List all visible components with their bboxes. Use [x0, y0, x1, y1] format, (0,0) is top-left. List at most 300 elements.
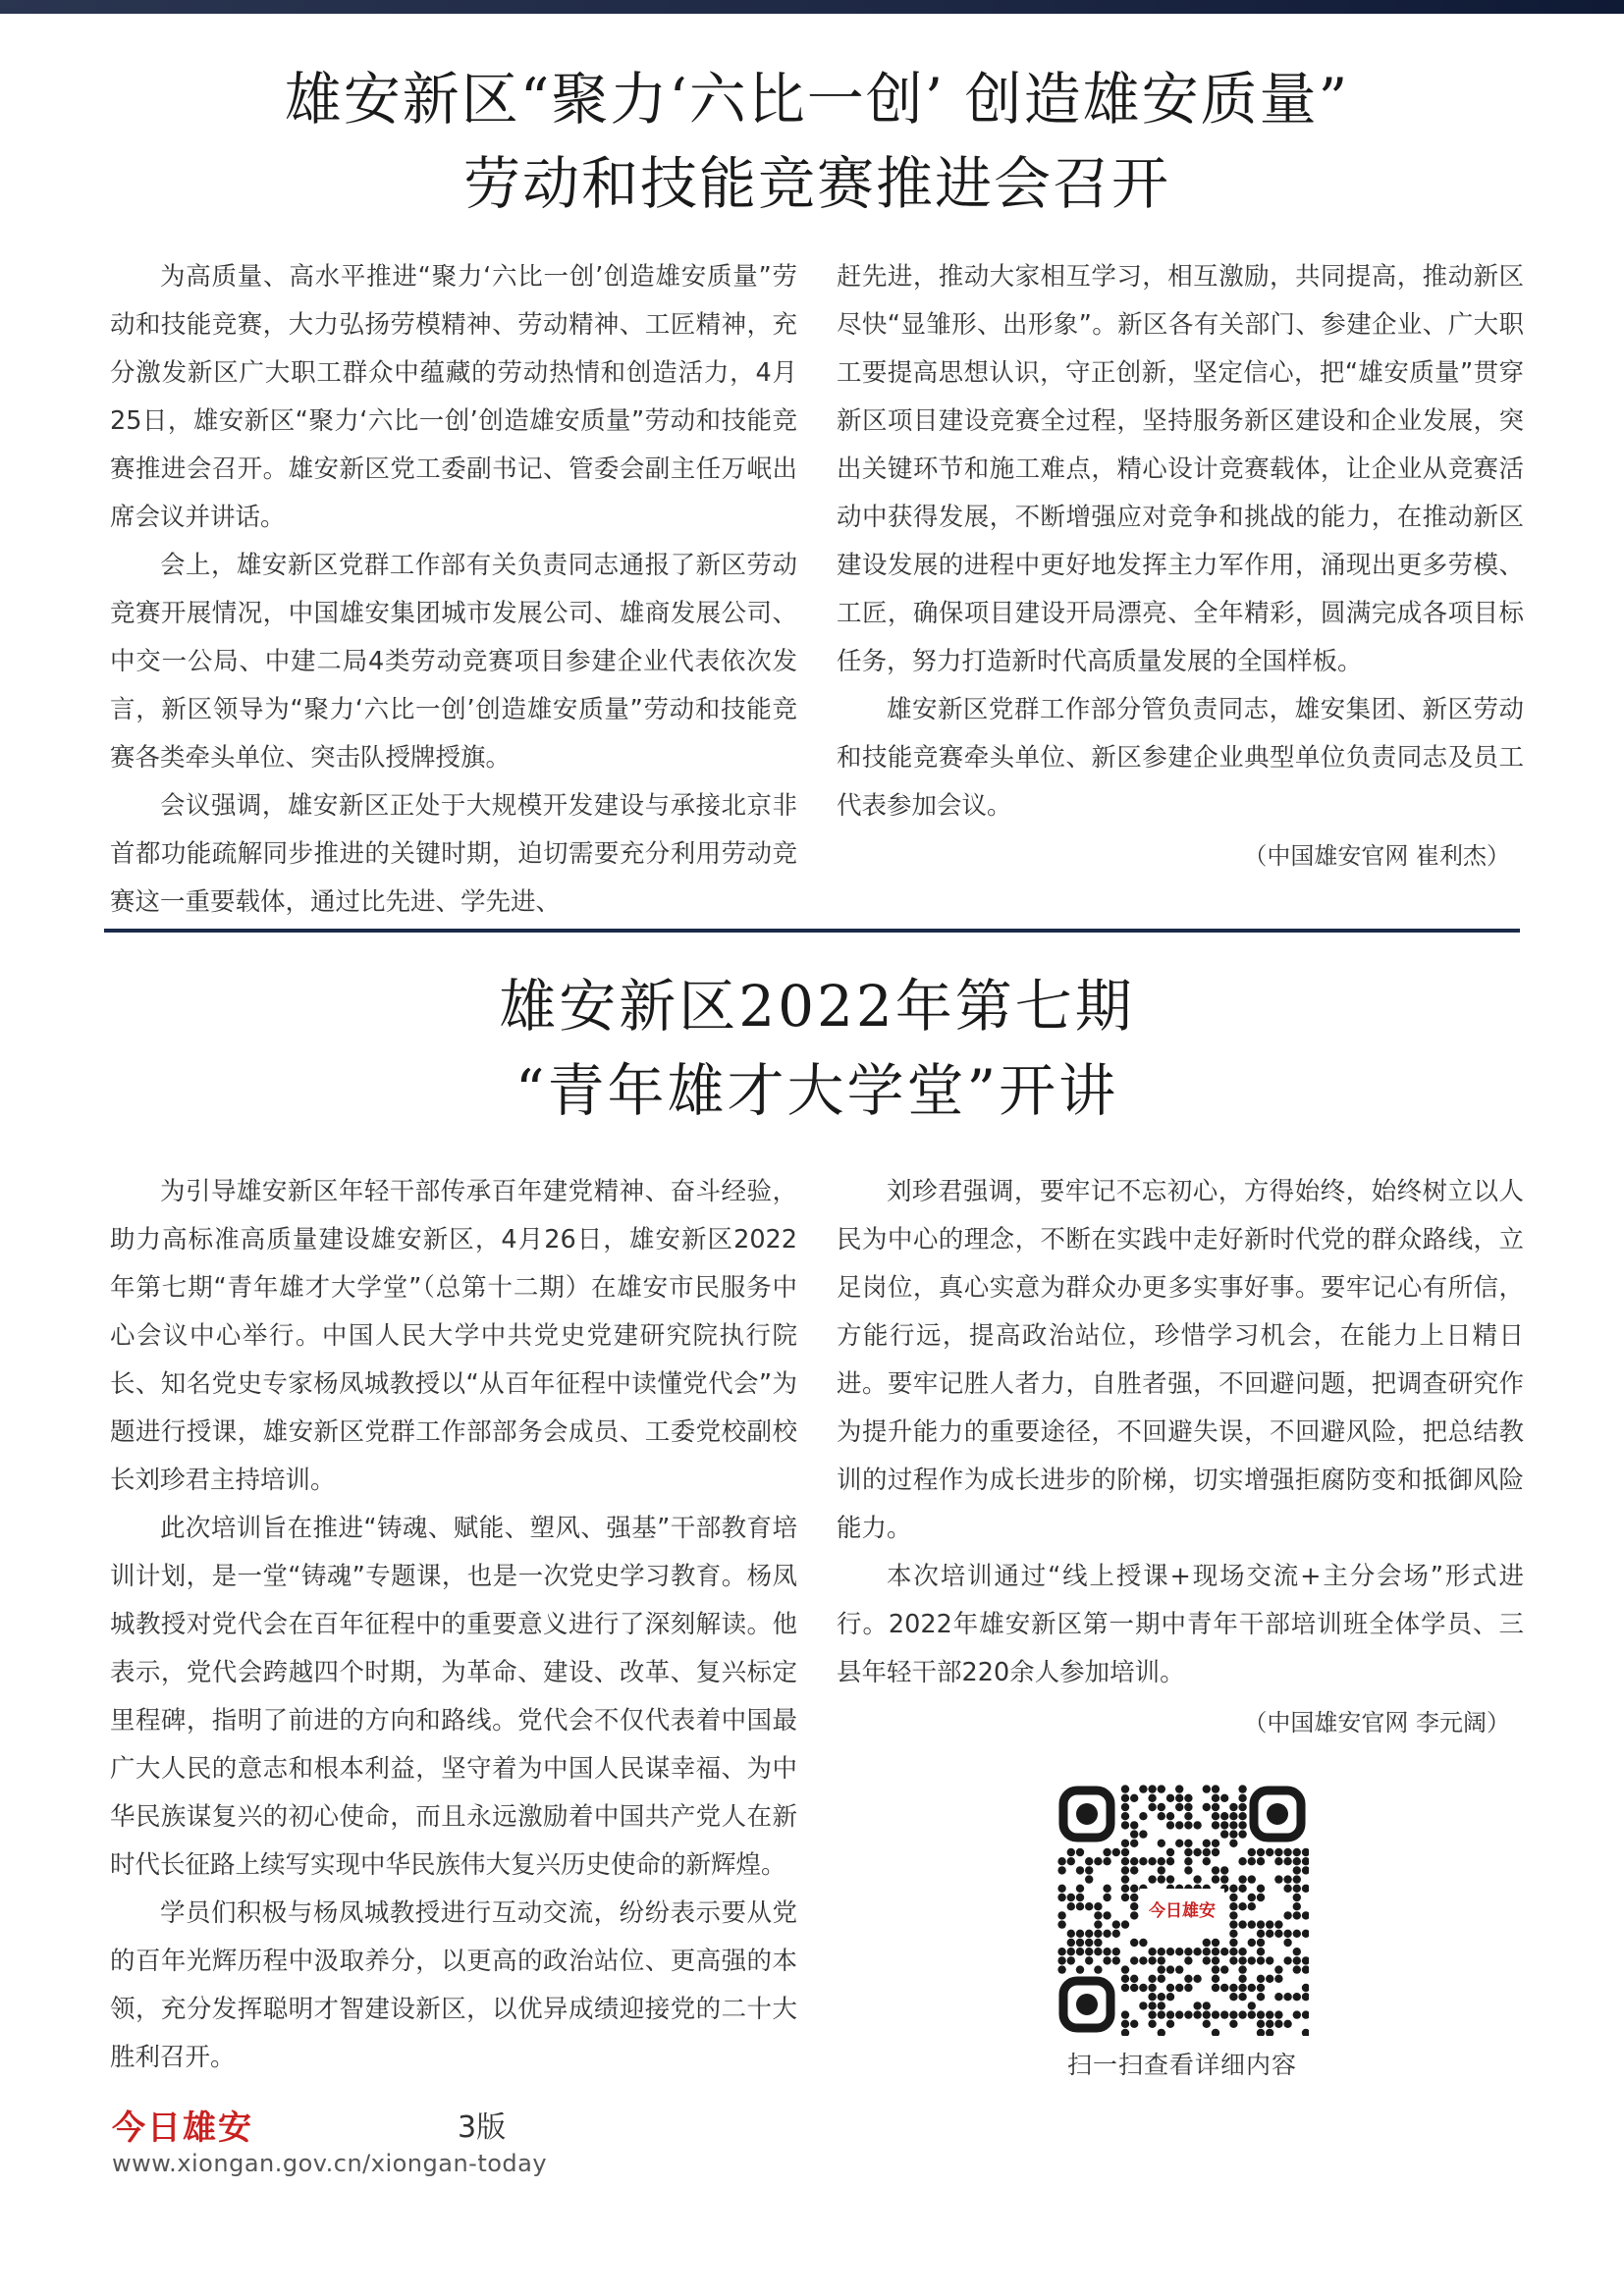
qr-dot [1212, 1866, 1219, 1874]
qr-dot [1293, 1911, 1301, 1919]
qr-dot [1229, 1930, 1237, 1938]
qr-dot [1220, 1948, 1228, 1955]
qr-dot [1166, 1965, 1174, 1973]
qr-dot [1184, 1857, 1192, 1865]
qr-dot [1130, 1894, 1138, 1901]
qr-dot [1274, 1920, 1282, 1928]
qr-dot [1212, 1794, 1219, 1802]
qr-dot [1220, 1821, 1228, 1829]
qr-center-label: 今日雄安 [1149, 1901, 1216, 1921]
qr-dot [1112, 1930, 1120, 1938]
qr-dot [1175, 1840, 1183, 1847]
qr-dot [1229, 1803, 1237, 1811]
article2-paragraph: 本次培训通过“线上授课+现场交流+主分会场”形式进行。2022年雄安新区第一期中青年干部培训班全体学员、三县年轻干部220余人参加培训。 [837, 1562, 1524, 1687]
qr-dot [1283, 1848, 1291, 1856]
qr-dot [1166, 1812, 1174, 1820]
qr-dot [1248, 1894, 1256, 1901]
qr-dot [1057, 1857, 1065, 1865]
qr-dot [1094, 1939, 1102, 1947]
qr-dot [1283, 1875, 1291, 1883]
qr-dot [1184, 1956, 1192, 1964]
section-divider [104, 929, 1520, 933]
qr-dot [1193, 2010, 1201, 2018]
qr-dot [1203, 1785, 1211, 1792]
qr-dot [1193, 2002, 1201, 2009]
qr-dot [1257, 1894, 1265, 1901]
qr-dot [1158, 1840, 1165, 1847]
footer-url[interactable]: www.xiongan.gov.cn/xiongan-today [112, 2150, 548, 2177]
qr-dot [1067, 1894, 1075, 1901]
qr-dot [1166, 1848, 1174, 1856]
qr-code-icon [1056, 1783, 1309, 2036]
qr-dot [1203, 2010, 1211, 2018]
qr-dot [1283, 1857, 1291, 1865]
article2-paragraph: 刘珍君强调，要牢记不忘初心，方得始终，始终树立以人民为中心的理念，不断在实践中走好新时代党的群众路线，立足岗位，真心实意为群众办更多实事好事。要牢记心有所信，方能行远，提高政治站位，珍惜学习机会，在能力上日精日进。要牢记胜人者力，自胜者强，不回避问题，把调查研究作为提升能力的重要途径，不回避失误，不回避风险，把总结教训的过程作为成长进步的阶梯，切实增强拒腐防变和抵御风险能力。 [837, 1177, 1524, 1543]
qr-dot [1212, 1965, 1219, 1973]
qr-dot [1266, 1956, 1273, 1964]
article2-title-line1: 雄安新区2022年第七期 [499, 973, 1135, 1040]
qr-dot [1166, 1875, 1174, 1883]
qr-dot [1203, 1948, 1211, 1955]
article1-paragraph-continued: 赶先进，推动大家相互学习，相互激励，共同提高，推动新区尽快“显雏形、出形象”。新区各有关部门、参建企业、广大职工要提高思想认识，守正创新，坚定信心，把“雄安质量”贯穿新区项目建设竞赛全过程，坚持服务新区建设和企业发展，突出关键环节和施工难点，精心设计竞赛载体，让企业从竞赛活动中获得发展，不断增强应对竞争和挑战的能力，在推动新区建设发展的进程中更好地发挥主力军作用，涌现出更多劳模、工匠，确保项目建设开局漂亮、全年精彩，圆满完成各项目标任务，努力打造新时代高质量发展的全国样板。 [837, 262, 1524, 676]
qr-dot [1094, 1911, 1102, 1919]
qr-dot [1130, 1821, 1138, 1829]
qr-dot [1103, 1857, 1110, 1865]
qr-dot [1184, 2010, 1192, 2018]
qr-dot [1274, 1875, 1282, 1883]
qr-dot [1076, 1894, 1084, 1901]
qr-dot [1238, 1857, 1246, 1865]
qr-code-block [1045, 1783, 1320, 2081]
qr-dot [1238, 1875, 1246, 1883]
qr-dot [1148, 2002, 1156, 2009]
qr-dot [1184, 1848, 1192, 1856]
qr-dot [1212, 1948, 1219, 1955]
qr-dot [1229, 1920, 1237, 1928]
qr-dot [1175, 1821, 1183, 1829]
qr-dot [1274, 1993, 1282, 2001]
footer-logo: 今日雄安 [112, 2109, 253, 2148]
top-banner-bar [0, 0, 1624, 14]
qr-dot [1257, 1930, 1265, 1938]
qr-dot [1166, 1794, 1174, 1802]
qr-dot [1148, 1984, 1156, 1992]
article-competition-meeting [110, 57, 1524, 917]
article1-left-column [110, 253, 797, 927]
qr-dot [1130, 1939, 1138, 1947]
qr-dot [1166, 1993, 1174, 2001]
qr-dot [1158, 1965, 1165, 1973]
qr-dot [1139, 2002, 1147, 2009]
qr-dot [1229, 1939, 1237, 1947]
qr-dot [1130, 1866, 1138, 1874]
qr-dot [1148, 1948, 1156, 1955]
qr-dot [1148, 1794, 1156, 1802]
qr-dot [1229, 1902, 1237, 1910]
qr-dot [1130, 1911, 1138, 1919]
qr-dot [1121, 1965, 1129, 1973]
qr-dot [1220, 1866, 1228, 1874]
qr-dot [1067, 1956, 1075, 1964]
qr-dot [1274, 2020, 1282, 2028]
qr-dot [1094, 1965, 1102, 1973]
qr-dot [1283, 1956, 1291, 1964]
qr-dot [1193, 1821, 1201, 1829]
qr-dot [1121, 1875, 1129, 1883]
qr-dot [1257, 1920, 1265, 1928]
qr-dot [1067, 1939, 1075, 1947]
qr-dot [1148, 1875, 1156, 1883]
qr-dot [1203, 2002, 1211, 2009]
article2-title-line2: “青年雄才大学堂”开讲 [514, 1057, 1119, 1124]
qr-dot [1257, 1975, 1265, 1983]
qr-dot [1212, 1812, 1219, 1820]
qr-dot [1212, 1840, 1219, 1847]
qr-dot [1238, 1902, 1246, 1910]
qr-dot [1148, 1785, 1156, 1792]
qr-dot [1166, 2020, 1174, 2028]
qr-dot [1193, 1875, 1201, 1883]
qr-dot [1212, 1975, 1219, 1983]
qr-dot [1103, 1930, 1110, 1938]
qr-dot [1175, 2010, 1183, 2018]
qr-dot [1203, 1956, 1211, 1964]
qr-dot [1248, 2002, 1256, 2009]
qr-dot [1158, 1803, 1165, 1811]
qr-dot [1238, 1948, 1246, 1955]
qr-dot [1130, 1984, 1138, 1992]
qr-dot [1057, 1965, 1065, 1973]
qr-dot [1148, 1803, 1156, 1811]
qr-dot [1175, 1803, 1183, 1811]
qr-dot [1112, 1948, 1120, 1955]
qr-dot [1283, 1911, 1291, 1919]
qr-dot [1121, 1866, 1129, 1874]
qr-dot [1212, 1848, 1219, 1856]
qr-dot [1184, 1975, 1192, 1983]
qr-dot [1139, 1785, 1147, 1792]
qr-dot [1158, 1875, 1165, 1883]
qr-dot [1212, 1875, 1219, 1883]
qr-dot [1293, 1993, 1301, 2001]
article1-byline: （中国雄安官网 崔利杰） [1243, 842, 1510, 870]
qr-dot [1257, 1993, 1265, 2001]
qr-dot [1139, 1812, 1147, 1820]
qr-dot [1076, 1939, 1084, 1947]
qr-dot [1175, 1785, 1183, 1792]
qr-dot [1229, 1956, 1237, 1964]
qr-dot [1293, 1948, 1301, 1955]
qr-dot [1067, 1930, 1075, 1938]
qr-dot [1158, 1993, 1165, 2001]
qr-dot [1130, 1902, 1138, 1910]
qr-dot [1293, 1956, 1301, 1964]
qr-code-image[interactable] [1056, 1783, 1309, 2036]
article2-paragraph: 为引导雄安新区年轻干部传承百年建党精神、奋斗经验，助力高标准高质量建设雄安新区，4月26日，雄安新区2022年第七期“青年雄才大学堂”（总第十二期）在雄安市民服务中心会议中心举行。中国人民大学中共党史党建研究院执行院长、知名党史专家杨凤城教授以“从百年征程中读懂党代会”为题进行授课，雄安新区党群工作部部务会成员、工委党校副校长刘珍君主持培训。 [110, 1177, 797, 1495]
qr-dot [1121, 1984, 1129, 1992]
qr-dot [1067, 1902, 1075, 1910]
qr-dot [1293, 2010, 1301, 2018]
qr-dot [1130, 2020, 1138, 2028]
qr-dot [1184, 1821, 1192, 1829]
qr-dot [1203, 1840, 1211, 1847]
qr-dot [1248, 1857, 1256, 1865]
article2-paragraph: 此次培训旨在推进“铸魂、赋能、塑风、强基”干部教育培训计划，是一堂“铸魂”专题课，也是一次党史学习教育。杨凤城教授对党代会在百年征程中的重要意义进行了深刻解读。他表示，党代会跨越四个时期，为革命、建设、改革、复兴标定里程碑，指明了前进的方向和路线。党代会不仅代表着中国最广大人民的意志和根本利益，坚守着为中国人民谋幸福、为中华民族谋复兴的初心使命，而且永远激励着中国共产党人在新时代长征路上续写实现中华民族伟大复兴历史使命的新辉煌。 [110, 1514, 797, 1880]
qr-dot [1166, 2010, 1174, 2018]
qr-dot [1203, 1857, 1211, 1865]
qr-dot [1158, 1857, 1165, 1865]
qr-dot [1257, 1956, 1265, 1964]
article2-left-column [110, 1168, 797, 2082]
qr-dot [1112, 1920, 1120, 1928]
qr-dot [1193, 1848, 1201, 1856]
qr-dot [1212, 2010, 1219, 2018]
qr-dot [1103, 1885, 1110, 1893]
qr-dot [1229, 1830, 1237, 1838]
qr-dot [1229, 2010, 1237, 2018]
qr-dot [1121, 1920, 1129, 1928]
article1-paragraph: 会议强调，雄安新区正处于大规模开发建设与承接北京非首都功能疏解同步推进的关键时期，迫切需要充分利用劳动竞赛这一重要载体，通过比先进、学先进、 [110, 791, 797, 917]
qr-dot [1238, 1920, 1246, 1928]
qr-dot [1248, 1956, 1256, 1964]
qr-dot [1184, 1866, 1192, 1874]
qr-caption: 扫一扫查看详细内容 [1066, 2051, 1297, 2079]
qr-dot [1220, 1812, 1228, 1820]
qr-dot [1238, 1785, 1246, 1792]
qr-dot [1112, 1848, 1120, 1856]
qr-dot [1248, 1848, 1256, 1856]
article2-right-column [837, 1168, 1524, 1747]
qr-dot [1266, 1848, 1273, 1856]
qr-dot [1266, 1920, 1273, 1928]
qr-dot [1130, 1840, 1138, 1847]
qr-dot [1229, 1894, 1237, 1901]
qr-dot [1266, 2020, 1273, 2028]
qr-dot [1121, 1885, 1129, 1893]
qr-dot [1121, 1821, 1129, 1829]
qr-dot [1121, 1840, 1129, 1847]
qr-dot [1057, 1866, 1065, 1874]
article1-right-column [837, 253, 1524, 881]
qr-dot [1139, 1857, 1147, 1865]
qr-dot [1121, 1857, 1129, 1865]
article2-byline: （中国雄安官网 李元阔） [1243, 1709, 1510, 1736]
qr-dot [1103, 1848, 1110, 1856]
qr-dot [1130, 1794, 1138, 1802]
qr-dot [1212, 1821, 1219, 1829]
footer-page-number: 3版 [458, 2110, 507, 2145]
qr-dot [1085, 1902, 1093, 1910]
qr-dot [1238, 1965, 1246, 1973]
qr-dot [1175, 1984, 1183, 1992]
qr-dot [1203, 1848, 1211, 1856]
qr-dot [1158, 1956, 1165, 1964]
qr-dot [1229, 2020, 1237, 2028]
qr-dot [1238, 1984, 1246, 1992]
qr-dot [1203, 1803, 1211, 1811]
qr-dot [1274, 1975, 1282, 1983]
qr-dot [1257, 1939, 1265, 1947]
qr-dot [1094, 1930, 1102, 1938]
qr-dot [1238, 2010, 1246, 2018]
qr-dot [1158, 1866, 1165, 1874]
qr-dot [1158, 1812, 1165, 1820]
qr-dot [1121, 1794, 1129, 1802]
qr-dot [1158, 1948, 1165, 1955]
qr-dot [1238, 1830, 1246, 1838]
qr-dot [1094, 1948, 1102, 1955]
qr-dot [1076, 1930, 1084, 1938]
qr-dot [1085, 1857, 1093, 1865]
qr-dot [1257, 2010, 1265, 2018]
qr-dot [1184, 1984, 1192, 1992]
qr-dot [1067, 1848, 1075, 1856]
qr-dot [1293, 1848, 1301, 1856]
qr-dot [1085, 1956, 1093, 1964]
qr-dot [1266, 1975, 1273, 1983]
qr-dot [1266, 1930, 1273, 1938]
qr-dot [1184, 1948, 1192, 1955]
qr-dot [1283, 1885, 1291, 1893]
qr-dot [1184, 1840, 1192, 1847]
qr-dot [1076, 1948, 1084, 1955]
qr-dot [1112, 1956, 1120, 1964]
qr-dot [1212, 1939, 1219, 1947]
qr-dot [1103, 1948, 1110, 1955]
qr-dot [1057, 1956, 1065, 1964]
qr-dot [1293, 1894, 1301, 1901]
qr-dot [1220, 1984, 1228, 1992]
qr-dot [1293, 1857, 1301, 1865]
qr-dot [1121, 1812, 1129, 1820]
qr-dot [1248, 1984, 1256, 1992]
qr-dot [1274, 2010, 1282, 2018]
qr-dot [1274, 1857, 1282, 1865]
qr-dot [1248, 2010, 1256, 2018]
qr-dot [1283, 2020, 1291, 2028]
article2-headline [110, 964, 1524, 1133]
qr-dot [1139, 1830, 1147, 1838]
qr-dot [1203, 2020, 1211, 2028]
qr-dot [1238, 1794, 1246, 1802]
qr-dot [1130, 1857, 1138, 1865]
qr-dot [1229, 1948, 1237, 1955]
article1-paragraph: 会上，雄安新区党群工作部有关负责同志通报了新区劳动竞赛开展情况，中国雄安集团城市发展公司、雄商发展公司、中交一公局、中建二局4类劳动竞赛项目参建企业代表依次发言，新区领导为“聚力‘六比一创’创造雄安质量”劳动和技能竞赛各类牵头单位、突击队授牌授旗。 [110, 551, 797, 773]
qr-dot [1067, 1948, 1075, 1955]
qr-dot [1130, 1975, 1138, 1983]
qr-dot [1238, 1975, 1246, 1983]
article1-title-line1: 雄安新区“聚力‘六比一创’ 创造雄安质量” [284, 66, 1350, 133]
qr-dot [1283, 1993, 1291, 2001]
qr-dot [1121, 1848, 1129, 1856]
qr-dot [1148, 1857, 1156, 1865]
qr-dot [1220, 1965, 1228, 1973]
qr-dot [1166, 1821, 1174, 1829]
qr-dot [1257, 2020, 1265, 2028]
qr-dot [1130, 1885, 1138, 1893]
qr-dot [1283, 1939, 1291, 1947]
qr-dot [1220, 1830, 1228, 1838]
qr-dot [1257, 1885, 1265, 1893]
qr-dot [1158, 2002, 1165, 2009]
qr-dot [1121, 1975, 1129, 1983]
qr-dot [1076, 1965, 1084, 1973]
qr-dot [1257, 1948, 1265, 1955]
qr-dot [1293, 1930, 1301, 1938]
qr-dot [1229, 1993, 1237, 2001]
qr-dot [1274, 1965, 1282, 1973]
qr-dot [1193, 1948, 1201, 1955]
qr-dot [1076, 1885, 1084, 1893]
qr-dot [1274, 1848, 1282, 1856]
qr-dot [1220, 1794, 1228, 1802]
qr-dot [1148, 2020, 1156, 2028]
qr-dot [1139, 1956, 1147, 1964]
qr-dot [1212, 1956, 1219, 1964]
qr-dot [1229, 1812, 1237, 1820]
qr-dot [1085, 1866, 1093, 1874]
qr-dot [1229, 1885, 1237, 1893]
qr-dot [1085, 1875, 1093, 1883]
qr-dot [1212, 1803, 1219, 1811]
qr-dot [1103, 1894, 1110, 1901]
article1-paragraph: 为高质量、高水平推进“聚力‘六比一创’创造雄安质量”劳动和技能竞赛，大力弘扬劳模精神、劳动精神、工匠精神，充分激发新区广大职工群众中蕴藏的劳动热情和创造活力，4月25日，雄安新区“聚力‘六比一创’创造雄安质量”劳动和技能竞赛推进会召开。雄安新区党工委副书记、管委会副主任万岷出席会议并讲话。 [110, 262, 797, 532]
qr-dot [1057, 1894, 1065, 1901]
qr-dot [1067, 1857, 1075, 1865]
qr-dot [1158, 2010, 1165, 2018]
qr-dot [1212, 1785, 1219, 1792]
qr-dot [1248, 1875, 1256, 1883]
qr-dot [1139, 1939, 1147, 1947]
qr-dot [1057, 1920, 1065, 1928]
qr-dot [1121, 1785, 1129, 1792]
qr-dot [1103, 1911, 1110, 1919]
qr-dot [1057, 1948, 1065, 1955]
qr-dot [1193, 1975, 1201, 1983]
qr-dot [1094, 1902, 1102, 1910]
qr-dot [1229, 1821, 1237, 1829]
qr-dot [1076, 1902, 1084, 1910]
qr-dot [1130, 1830, 1138, 1838]
qr-dot [1130, 1956, 1138, 1964]
qr-dot [1166, 1984, 1174, 1992]
qr-dot [1057, 1885, 1065, 1893]
qr-dot [1212, 1984, 1219, 1992]
qr-dot [1238, 1956, 1246, 1964]
qr-dot [1293, 1885, 1301, 1893]
qr-dot [1139, 1984, 1147, 1992]
qr-dot [1148, 1975, 1156, 1983]
qr-dot [1148, 2010, 1156, 2018]
qr-dot [1175, 1948, 1183, 1955]
qr-dot [1238, 1885, 1246, 1893]
qr-dot [1175, 1965, 1183, 1973]
qr-dot [1257, 1848, 1265, 1856]
article1-paragraph: 雄安新区党群工作部分管负责同志，雄安集团、新区劳动和技能竞赛牵头单位、新区参建企业典型单位负责同志及员工代表参加会议。 [837, 695, 1524, 821]
qr-dot [1121, 2020, 1129, 2028]
qr-dot [1158, 1785, 1165, 1792]
qr-dot [1293, 1902, 1301, 1910]
qr-dot [1266, 2010, 1273, 2018]
qr-dot [1229, 1840, 1237, 1847]
article1-headline [110, 57, 1524, 226]
qr-dot [1158, 1975, 1165, 1983]
qr-dot [1220, 2010, 1228, 2018]
qr-dot [1166, 1948, 1174, 1955]
qr-dot [1229, 1984, 1237, 1992]
qr-dot [1076, 1866, 1084, 1874]
qr-dot [1248, 1920, 1256, 1928]
